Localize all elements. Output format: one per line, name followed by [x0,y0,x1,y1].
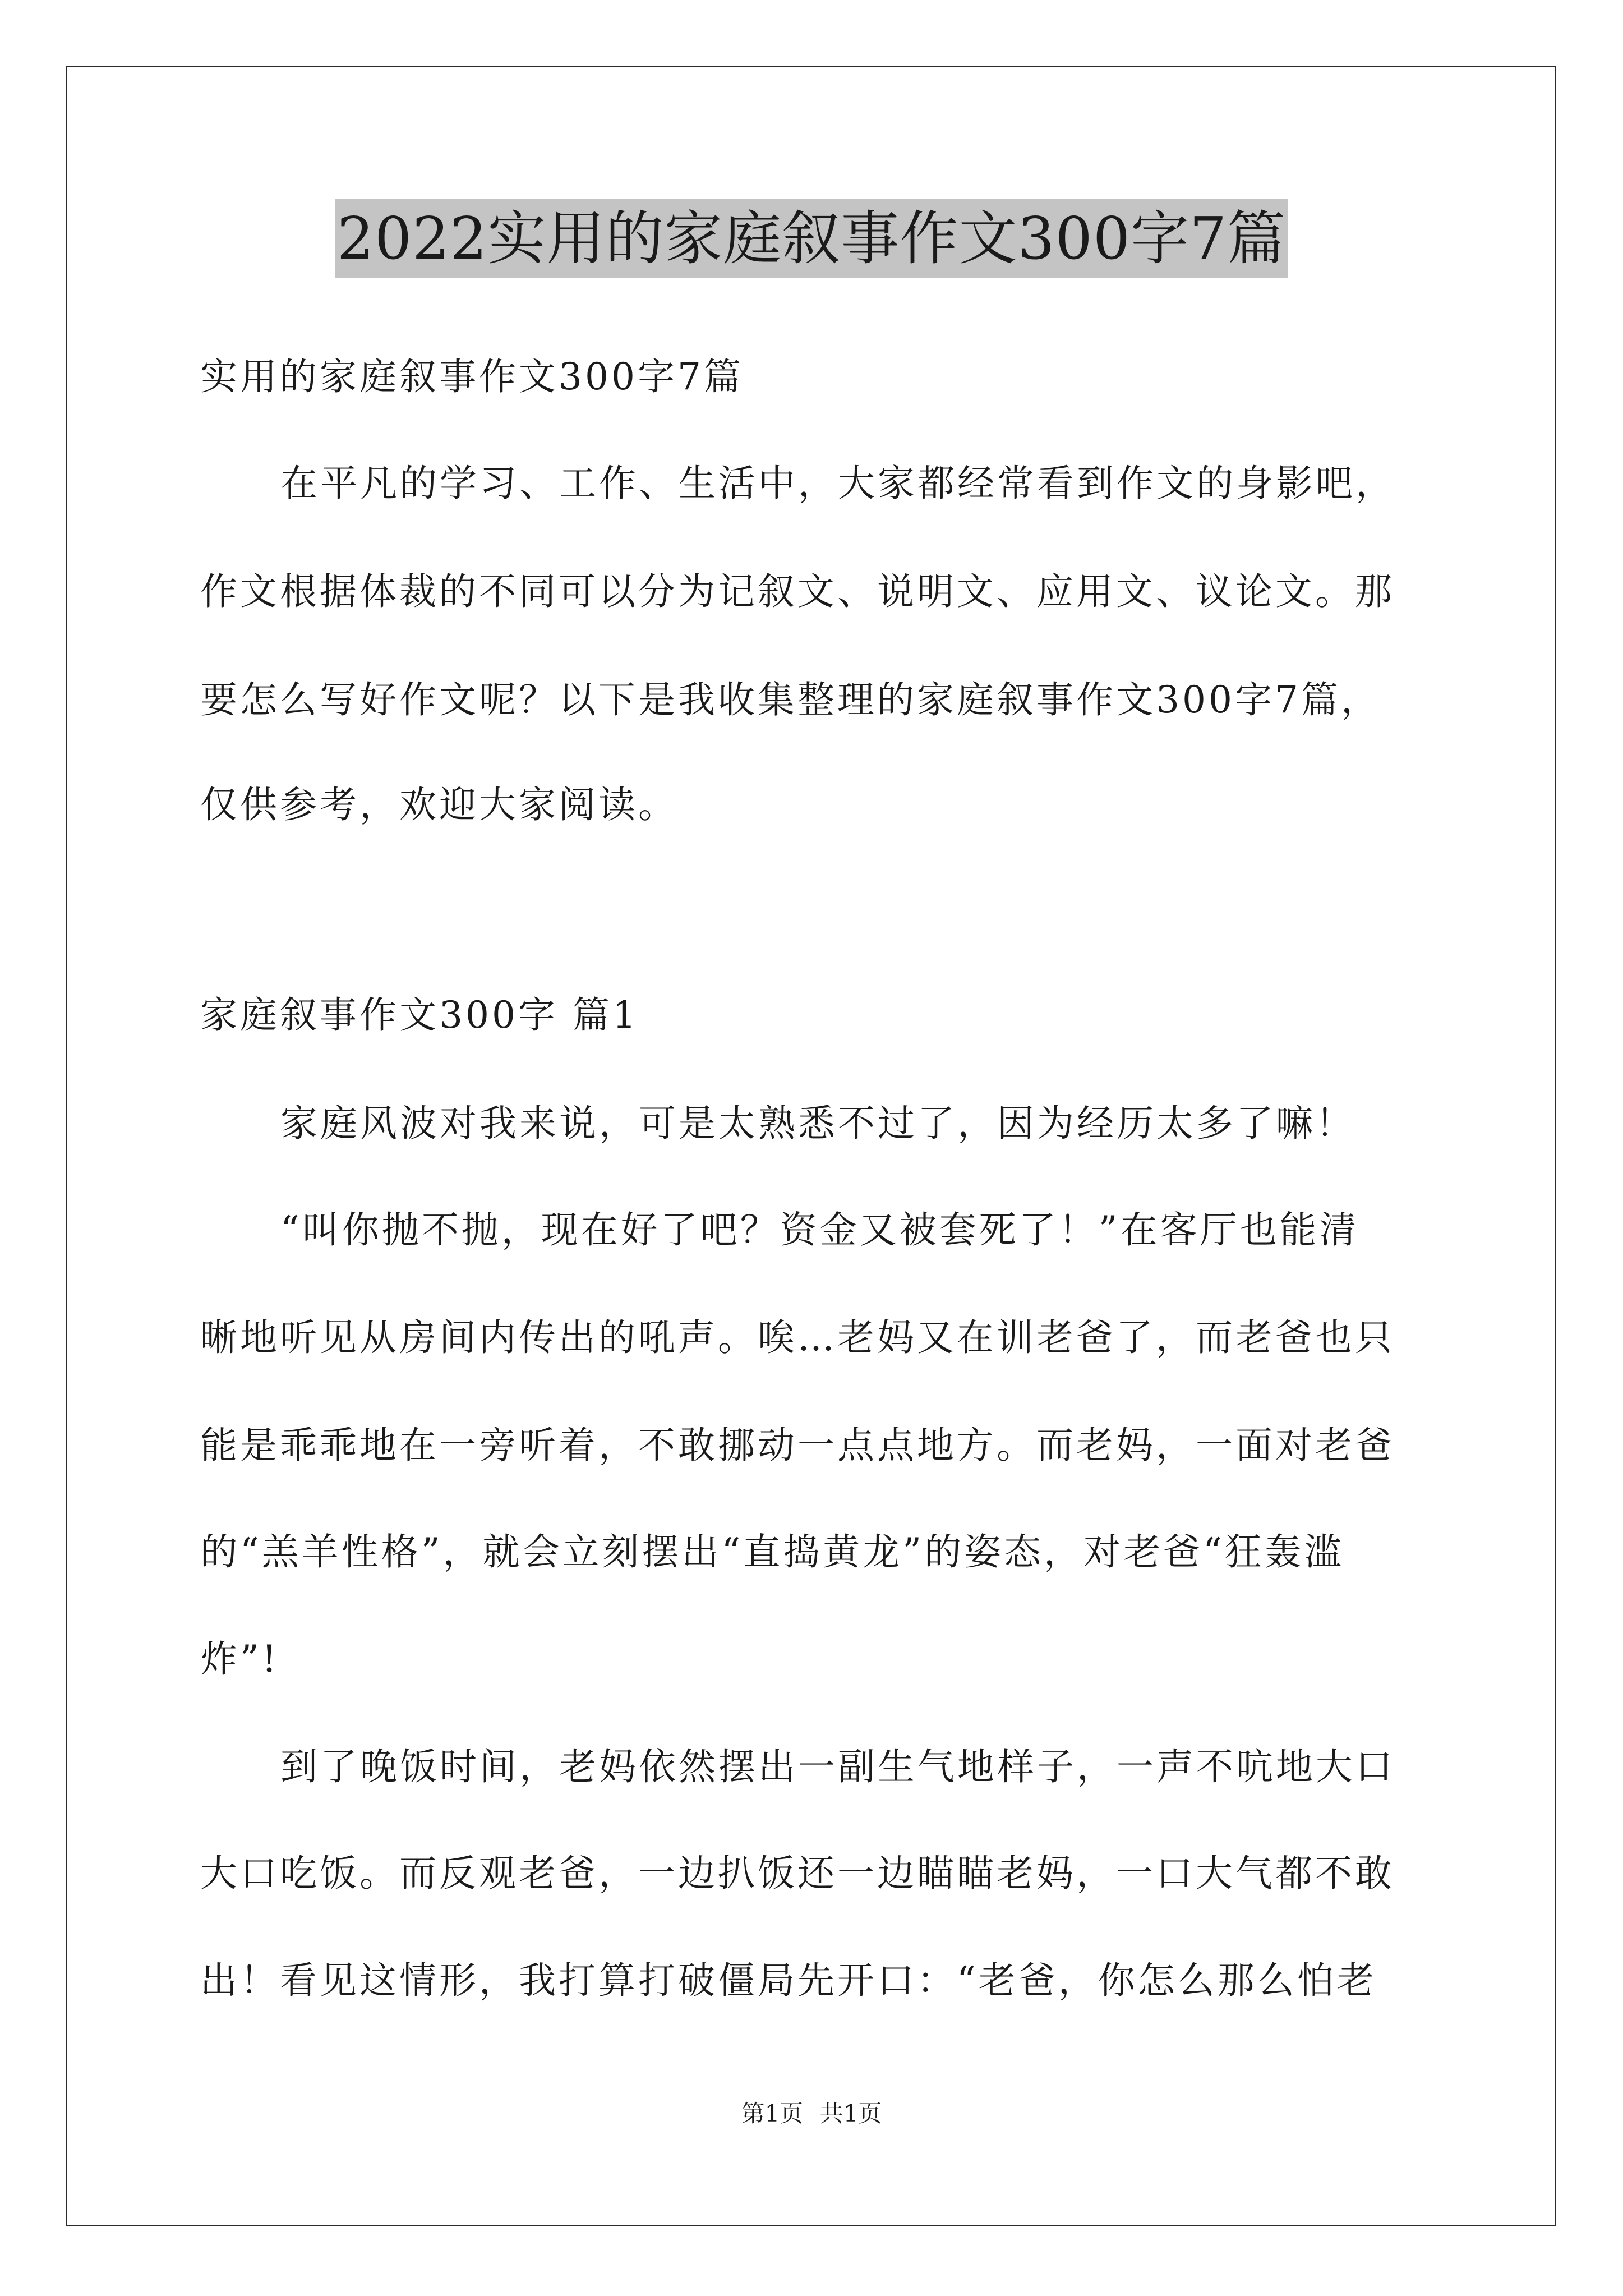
intro-line: 仅供参考，欢迎大家阅读。 [200,783,678,826]
intro-line: 作文根据体裁的不同可以分为记叙文、说明文、应用文、议论文。那 [200,570,1395,613]
page-footer [0,2098,1623,2129]
paragraph-line: 的“羔羊性格”，就会立刻摆出“直捣黄龙”的姿态，对老爸“狂轰滥 [200,1530,1344,1573]
document-subtitle: 实用的家庭叙事作文300字7篇 [200,355,744,398]
title-wrap [0,199,1623,278]
paragraph-line: 到了晚饭时间，老妈依然摆出一副生气地样子，一声不吭地大口 [280,1745,1395,1788]
document-title: 2022实用的家庭叙事作文300字7篇 [335,199,1288,278]
paragraph-line: 大口吃饭。而反观老爸，一边扒饭还一边瞄瞄老妈，一口大气都不敢 [200,1852,1395,1895]
page-number: 第1页 [741,2100,804,2127]
intro-line: 在平凡的学习、工作、生活中，大家都经常看到作文的身影吧， [280,462,1395,505]
paragraph-line: 炸”! [200,1637,280,1681]
paragraph-line: 晰地听见从房间内传出的吼声。唉…老妈又在训老爸了，而老爸也只 [200,1316,1395,1359]
paragraph-line: 能是乖乖地在一旁听着，不敢挪动一点点地方。而老妈，一面对老爸 [200,1424,1395,1467]
paragraph-line: “叫你抛不抛，现在好了吧？资金又被套死了！”在客厅也能清 [280,1208,1359,1251]
page-total: 共1页 [819,2100,882,2127]
paragraph-line: 出！看见这情形，我打算打破僵局先开口：“老爸，你怎么那么怕老 [200,1959,1377,2002]
section-heading: 家庭叙事作文300字 篇1 [200,993,639,1037]
intro-line: 要怎么写好作文呢？以下是我收集整理的家庭叙事作文300字7篇， [200,678,1381,721]
paragraph-line: 家庭风波对我来说，可是太熟悉不过了，因为经历太多了嘛！ [280,1102,1355,1145]
